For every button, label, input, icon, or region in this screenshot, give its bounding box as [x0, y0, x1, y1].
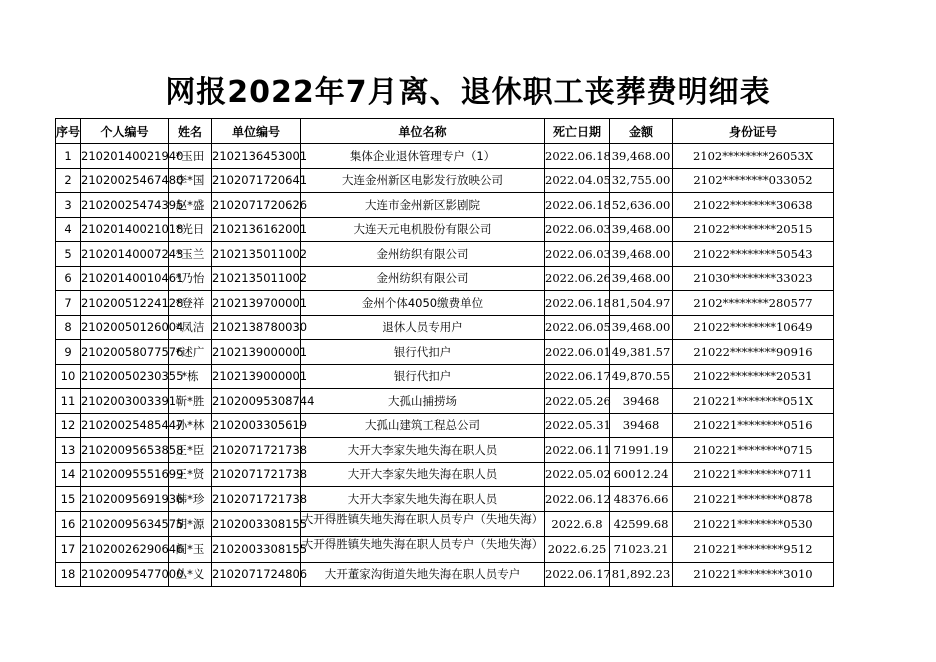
cell-name: 阎*玉	[169, 537, 212, 563]
cell-unit-id: 2102139000001	[212, 340, 301, 365]
table-row	[56, 266, 834, 291]
cell-name: *玉兰	[169, 242, 212, 267]
cell-id-no: 21022********10649	[673, 315, 834, 340]
cell-id-no: 210221********9512	[673, 537, 834, 563]
cell-seq: 10	[56, 364, 81, 389]
cell-id-no: 210221********051X	[673, 389, 834, 414]
cell-death-date: 2022.6.25	[545, 537, 610, 563]
cell-unit-name: 大开大李家失地失海在职人员	[301, 487, 545, 512]
table-row	[56, 340, 834, 365]
cell-person-id: 21020095691936	[81, 487, 169, 512]
cell-amount: 81,892.23	[610, 562, 673, 587]
cell-unit-id: 2102003305619	[212, 413, 301, 438]
cell-unit-id: 2102003308155	[212, 537, 301, 563]
cell-death-date: 2022.05.02	[545, 462, 610, 487]
col-header-unit-id: 单位编号	[212, 119, 301, 144]
cell-seq: 3	[56, 193, 81, 218]
cell-seq: 14	[56, 462, 81, 487]
cell-amount: 71991.19	[610, 438, 673, 463]
cell-unit-id: 2102071721738	[212, 438, 301, 463]
cell-death-date: 2022.06.12	[545, 487, 610, 512]
cell-unit-name: 大连市金州新区影剧院	[301, 193, 545, 218]
cell-name: *登祥	[169, 291, 212, 316]
cell-unit-name: 集体企业退休管理专户（1）	[301, 144, 545, 169]
cell-unit-id: 21020095308744	[212, 389, 301, 414]
cell-seq: 4	[56, 217, 81, 242]
cell-person-id: 21020095477000	[81, 562, 169, 587]
cell-seq: 12	[56, 413, 81, 438]
cell-name: 王*贤	[169, 462, 212, 487]
table-row	[56, 217, 834, 242]
cell-death-date: 2022.06.18	[545, 193, 610, 218]
cell-amount: 39468	[610, 413, 673, 438]
cell-seq: 5	[56, 242, 81, 267]
table-row	[56, 168, 834, 193]
cell-unit-id: 2102139700001	[212, 291, 301, 316]
cell-id-no: 2102********26053X	[673, 144, 834, 169]
cell-death-date: 2022.06.05	[545, 315, 610, 340]
cell-unit-id: 2102136453001	[212, 144, 301, 169]
cell-person-id: 21020095634575	[81, 511, 169, 537]
cell-amount: 71023.21	[610, 537, 673, 563]
cell-seq: 9	[56, 340, 81, 365]
cell-amount: 39,468.00	[610, 217, 673, 242]
cell-unit-id: 2102071721738	[212, 462, 301, 487]
cell-seq: 8	[56, 315, 81, 340]
cell-seq: 1	[56, 144, 81, 169]
cell-amount: 32,755.00	[610, 168, 673, 193]
cell-id-no: 21022********90916	[673, 340, 834, 365]
cell-unit-name: 金州纺织有限公司	[301, 242, 545, 267]
col-header-unit-name: 单位名称	[301, 119, 545, 144]
table-row	[56, 562, 834, 587]
cell-death-date: 2022.06.26	[545, 266, 610, 291]
table-row	[56, 193, 834, 218]
cell-name: 韩*珍	[169, 487, 212, 512]
cell-unit-name: 银行代扣户	[301, 340, 545, 365]
cell-name: *凤洁	[169, 315, 212, 340]
cell-seq: 11	[56, 389, 81, 414]
cell-seq: 2	[56, 168, 81, 193]
cell-id-no: 210221********0715	[673, 438, 834, 463]
cell-id-no: 210221********3010	[673, 562, 834, 587]
cell-id-no: 21022********30638	[673, 193, 834, 218]
table-row	[56, 242, 834, 267]
cell-name: *述广	[169, 340, 212, 365]
cell-unit-name: 大孤山建筑工程总公司	[301, 413, 545, 438]
cell-person-id: 21020025474395	[81, 193, 169, 218]
cell-amount: 42599.68	[610, 511, 673, 537]
cell-amount: 52,636.00	[610, 193, 673, 218]
cell-name: *玉田	[169, 144, 212, 169]
cell-id-no: 21022********20515	[673, 217, 834, 242]
cell-name: 胡*源	[169, 511, 212, 537]
cell-person-id: 2102003003391	[81, 389, 169, 414]
cell-name: 王*臣	[169, 438, 212, 463]
cell-unit-id: 2102071720641	[212, 168, 301, 193]
funeral-expense-table	[55, 118, 834, 587]
table-row	[56, 144, 834, 169]
cell-seq: 17	[56, 537, 81, 563]
cell-person-id: 21020025467480	[81, 168, 169, 193]
table-header-row	[56, 119, 834, 144]
table-row	[56, 364, 834, 389]
cell-person-id: 21020050126004	[81, 315, 169, 340]
cell-person-id: 21020095653858	[81, 438, 169, 463]
cell-death-date: 2022.06.03	[545, 217, 610, 242]
cell-unit-id: 2102138780030	[212, 315, 301, 340]
cell-person-id: 21020050230355	[81, 364, 169, 389]
cell-unit-name: 退休人员专用户	[301, 315, 545, 340]
cell-person-id: 21020025485447	[81, 413, 169, 438]
cell-person-id: 21020140007243	[81, 242, 169, 267]
cell-person-id: 21020051224128	[81, 291, 169, 316]
cell-amount: 60012.24	[610, 462, 673, 487]
cell-name: *乃怡	[169, 266, 212, 291]
table-row	[56, 487, 834, 512]
table-row	[56, 511, 834, 537]
cell-death-date: 2022.06.17	[545, 364, 610, 389]
cell-unit-name: 银行代扣户	[301, 364, 545, 389]
cell-id-no: 21022********50543	[673, 242, 834, 267]
cell-id-no: 210221********0878	[673, 487, 834, 512]
col-header-seq: 序号	[56, 119, 81, 144]
cell-amount: 39,468.00	[610, 242, 673, 267]
cell-seq: 6	[56, 266, 81, 291]
cell-unit-id: 2102071720626	[212, 193, 301, 218]
cell-amount: 39,468.00	[610, 315, 673, 340]
cell-seq: 15	[56, 487, 81, 512]
cell-amount: 48376.66	[610, 487, 673, 512]
cell-unit-id: 2102136162001	[212, 217, 301, 242]
cell-death-date: 2022.06.17	[545, 562, 610, 587]
col-header-death-date: 死亡日期	[545, 119, 610, 144]
col-header-amount: 金额	[610, 119, 673, 144]
cell-id-no: 21022********20531	[673, 364, 834, 389]
cell-unit-name: 大开得胜镇失地失海在职人员专户（失地失海）	[301, 511, 545, 537]
cell-seq: 13	[56, 438, 81, 463]
cell-death-date: 2022.05.31	[545, 413, 610, 438]
cell-id-no: 210221********0530	[673, 511, 834, 537]
cell-name: 李*国	[169, 168, 212, 193]
cell-person-id: 21020026290646	[81, 537, 169, 563]
cell-amount: 39468	[610, 389, 673, 414]
cell-unit-id: 2102135011002	[212, 242, 301, 267]
cell-seq: 7	[56, 291, 81, 316]
cell-name: 赵*盛	[169, 193, 212, 218]
cell-id-no: 2102********280577	[673, 291, 834, 316]
cell-id-no: 2102********033052	[673, 168, 834, 193]
cell-amount: 49,381.57	[610, 340, 673, 365]
cell-death-date: 2022.06.01	[545, 340, 610, 365]
cell-amount: 39,468.00	[610, 144, 673, 169]
cell-seq: 18	[56, 562, 81, 587]
table-row	[56, 537, 834, 563]
cell-unit-id: 2102003308155	[212, 511, 301, 537]
table-row	[56, 413, 834, 438]
cell-person-id: 21020140021018	[81, 217, 169, 242]
cell-death-date: 2022.06.11	[545, 438, 610, 463]
cell-unit-name: 大孤山捕捞场	[301, 389, 545, 414]
cell-unit-id: 2102139000001	[212, 364, 301, 389]
cell-death-date: 2022.6.8	[545, 511, 610, 537]
cell-person-id: 21020140010461	[81, 266, 169, 291]
cell-unit-id: 2102071721738	[212, 487, 301, 512]
cell-person-id: 21020095551699	[81, 462, 169, 487]
cell-name: *栋	[169, 364, 212, 389]
cell-id-no: 210221********0516	[673, 413, 834, 438]
table-row	[56, 291, 834, 316]
cell-unit-id: 2102135011002	[212, 266, 301, 291]
col-header-name: 姓名	[169, 119, 212, 144]
cell-unit-name: 大连天元电机股份有限公司	[301, 217, 545, 242]
cell-death-date: 2022.06.18	[545, 291, 610, 316]
cell-unit-name: 金州个体4050缴费单位	[301, 291, 545, 316]
cell-person-id: 21020140021940	[81, 144, 169, 169]
cell-unit-name: 大开得胜镇失地失海在职人员专户（失地失海）	[301, 537, 545, 563]
cell-name: 孙*林	[169, 413, 212, 438]
col-header-id-no: 身份证号	[673, 119, 834, 144]
cell-unit-id: 2102071724806	[212, 562, 301, 587]
cell-person-id: 21020058077576	[81, 340, 169, 365]
cell-id-no: 210221********0711	[673, 462, 834, 487]
table-row	[56, 462, 834, 487]
cell-id-no: 21030********33023	[673, 266, 834, 291]
cell-amount: 39,468.00	[610, 266, 673, 291]
table-row	[56, 389, 834, 414]
cell-name: *光日	[169, 217, 212, 242]
cell-unit-name: 大开董家沟街道失地失海在职人员专户	[301, 562, 545, 587]
cell-unit-name: 大开大李家失地失海在职人员	[301, 462, 545, 487]
cell-unit-name: 金州纺织有限公司	[301, 266, 545, 291]
table-row	[56, 438, 834, 463]
cell-death-date: 2022.04.05	[545, 168, 610, 193]
cell-death-date: 2022.06.03	[545, 242, 610, 267]
table-body	[56, 144, 834, 587]
cell-seq: 16	[56, 511, 81, 537]
cell-name: 丛*义	[169, 562, 212, 587]
cell-death-date: 2022.05.26	[545, 389, 610, 414]
cell-amount: 81,504.97	[610, 291, 673, 316]
cell-name: 靳*胜	[169, 389, 212, 414]
sheet-title: 网报2022年7月离、退休职工丧葬费明细表	[165, 75, 771, 110]
table-row	[56, 315, 834, 340]
cell-unit-name: 大连金州新区电影发行放映公司	[301, 168, 545, 193]
cell-death-date: 2022.06.18	[545, 144, 610, 169]
cell-amount: 49,870.55	[610, 364, 673, 389]
col-header-person-id: 个人编号	[81, 119, 169, 144]
cell-unit-name: 大开大李家失地失海在职人员	[301, 438, 545, 463]
